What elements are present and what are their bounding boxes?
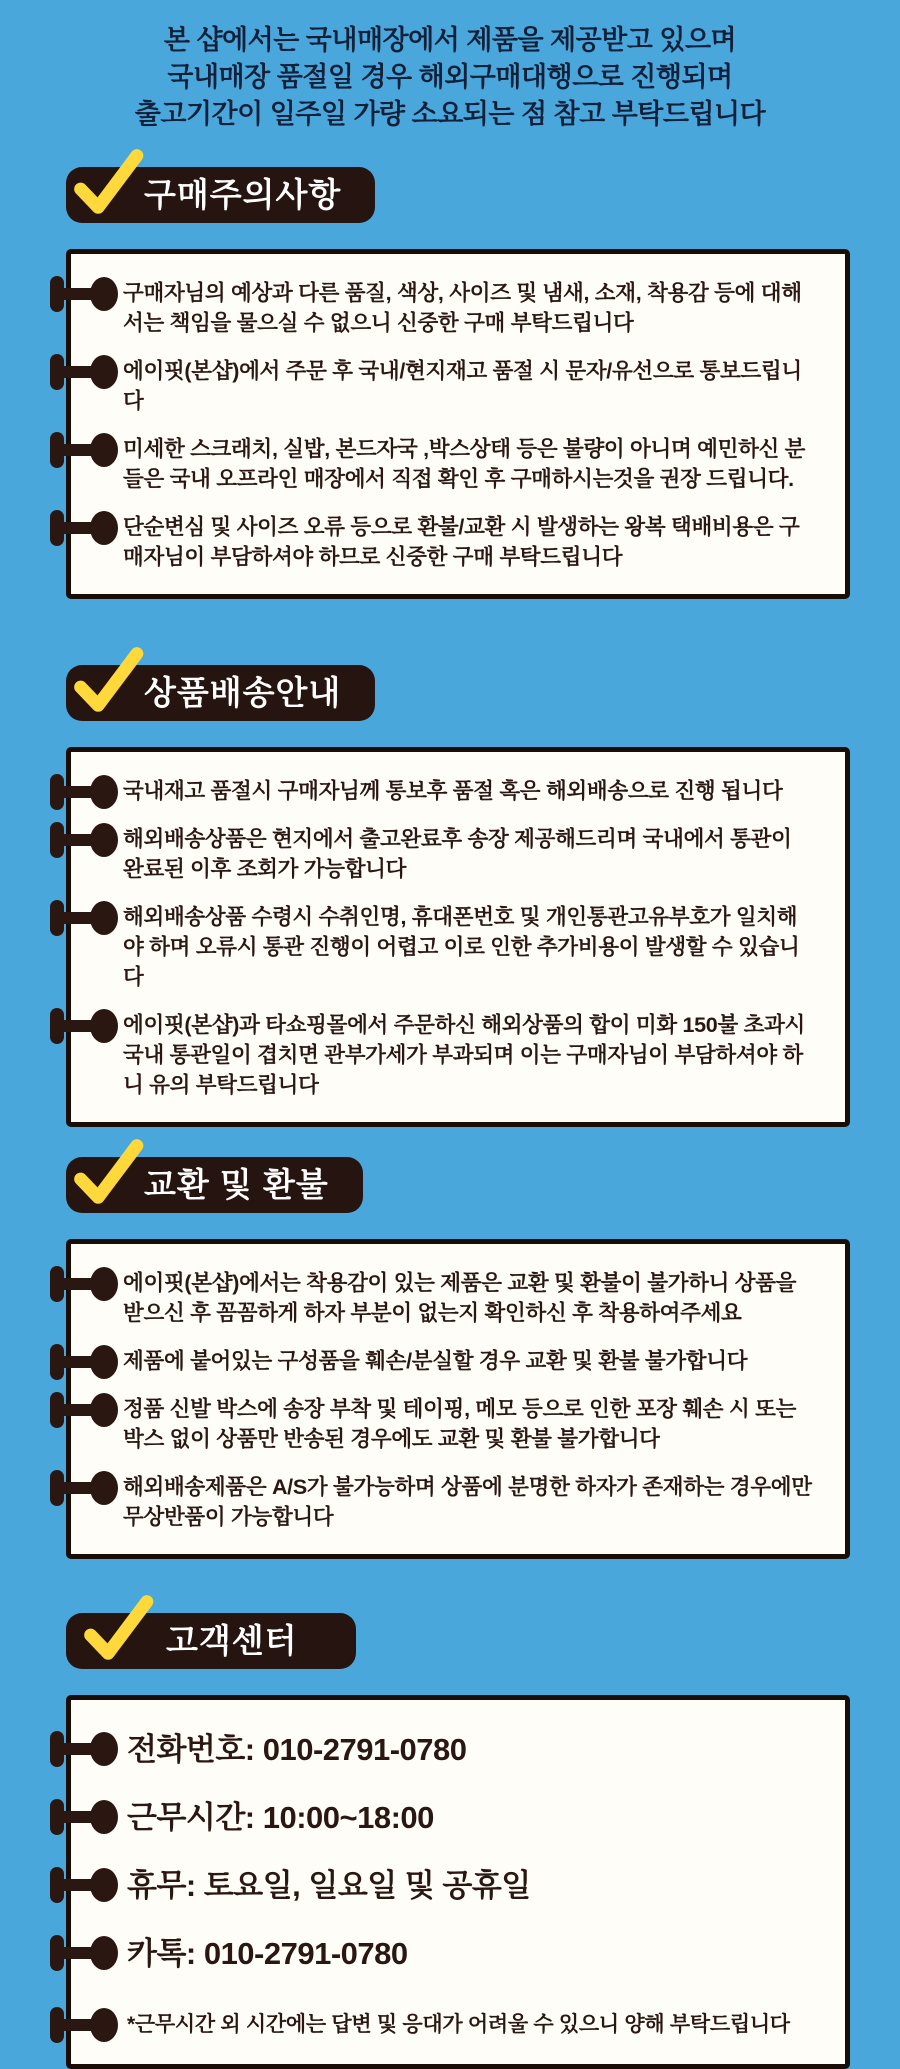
list-item bbox=[123, 434, 817, 494]
pin-icon bbox=[50, 1392, 118, 1428]
list-item bbox=[123, 1394, 817, 1454]
list-item bbox=[123, 1268, 817, 1328]
list-item-text: 제품에 붙어있는 구성품을 훼손/분실할 경우 교환 및 환불 불가합니다 bbox=[123, 1349, 748, 1373]
section-title: 교환 및 환불 bbox=[144, 1166, 329, 1203]
check-icon bbox=[80, 1591, 156, 1667]
contact-phone-text: 전화번호: 010-2791-0780 bbox=[127, 1732, 467, 1767]
list-item-text: 정품 신발 박스에 송장 부착 및 테이핑, 메모 등으로 인한 포장 훼손 시 또는 박스 없이 상품만 반송된 경우에도 교환 및 환불 불가합니다 bbox=[123, 1397, 797, 1451]
customer-center-box bbox=[66, 1695, 850, 2069]
pin-icon bbox=[50, 822, 118, 858]
top-notice-line-3: 출고기간이 일주일 가량 소요되는 점 참고 부탁드립니다 bbox=[134, 99, 766, 129]
section-title: 구매주의사항 bbox=[144, 176, 342, 213]
check-icon bbox=[70, 145, 146, 221]
list-item bbox=[123, 1346, 817, 1376]
section-header-shipping-info bbox=[66, 665, 900, 721]
list-item bbox=[123, 512, 817, 572]
check-icon bbox=[70, 643, 146, 719]
top-notice-line-1: 본 샵에서는 국내매장에서 제품을 제공받고 있으며 bbox=[163, 25, 737, 55]
pin-icon bbox=[50, 1008, 118, 1044]
shipping-info-box bbox=[66, 747, 850, 1127]
list-item-text: 해외배송상품은 현지에서 출고완료후 송장 제공해드리며 국내에서 통관이 완료된 이후 조회가 가능합니다 bbox=[123, 827, 792, 881]
contact-phone bbox=[127, 1728, 817, 1772]
list-item-text: 에이핏(본샵)과 타쇼핑몰에서 주문하신 해외상품의 합이 미화 150불 초과시 국내 통관일이 겹치면 관부가세가 부과되며 이는 구매자님이 부담하셔야 하니 유의 부탁드립니다 bbox=[123, 1013, 806, 1097]
list-item bbox=[123, 278, 817, 338]
pin-icon bbox=[50, 1867, 118, 1903]
section-header-exchange-refund bbox=[66, 1157, 900, 1213]
exchange-refund-box bbox=[66, 1239, 850, 1559]
pin-icon bbox=[50, 1799, 118, 1835]
purchase-precautions-box bbox=[66, 249, 850, 599]
contact-hours-text: 근무시간: 10:00~18:00 bbox=[127, 1800, 434, 1835]
list-item-text: 에이핏(본샵)에서는 착용감이 있는 제품은 교환 및 환불이 불가하니 상품을 받으신 후 꼼꼼하게 하자 부분이 없는지 확인하신 후 착용하여주세요 bbox=[123, 1271, 797, 1325]
pin-icon bbox=[50, 900, 118, 936]
list-item-text: 해외배송상품 수령시 수취인명, 휴대폰번호 및 개인통관고유부호가 일치해야 하며 오류시 통관 진행이 어렵고 이로 인한 추가비용이 발생할 수 있습니다 bbox=[123, 905, 800, 989]
list-item-text: 해외배송제품은 A/S가 불가능하며 상품에 분명한 하자가 존재하는 경우에만 무상반품이 가능합니다 bbox=[123, 1475, 812, 1529]
section-badge bbox=[66, 167, 375, 223]
list-item bbox=[123, 902, 817, 992]
list-item bbox=[123, 1472, 817, 1532]
section-badge bbox=[66, 1157, 363, 1213]
pin-icon bbox=[50, 1731, 118, 1767]
pin-icon bbox=[50, 276, 118, 312]
list-item-text: 에이핏(본샵)에서 주문 후 국내/현지재고 품절 시 문자/유선으로 통보드립니다 bbox=[123, 359, 802, 413]
section-badge bbox=[66, 665, 375, 721]
list-item bbox=[123, 824, 817, 884]
section-header-customer-center bbox=[66, 1613, 900, 1669]
contact-hours bbox=[127, 1796, 817, 1840]
top-notice-line-2: 국내매장 품절일 경우 해외구매대행으로 진행되며 bbox=[167, 62, 733, 92]
pin-icon bbox=[50, 510, 118, 546]
pin-icon bbox=[50, 1935, 118, 1971]
list-item bbox=[123, 776, 817, 806]
pin-icon bbox=[50, 354, 118, 390]
list-item-text: 구매자님의 예상과 다른 품질, 색상, 사이즈 및 냄새, 소재, 착용감 등에 대해서는 책임을 물으실 수 없으니 신중한 구매 부탁드립니다 bbox=[123, 281, 802, 335]
check-icon bbox=[70, 1135, 146, 1211]
list-item bbox=[123, 1010, 817, 1100]
pin-icon bbox=[50, 2007, 118, 2043]
contact-note-text: *근무시간 외 시간에는 답변 및 응대가 어려울 수 있으니 양해 부탁드립니다 bbox=[127, 2013, 790, 2036]
section-badge bbox=[66, 1613, 356, 1669]
pin-icon bbox=[50, 1266, 118, 1302]
contact-dayoff-text: 휴무: 토요일, 일요일 및 공휴일 bbox=[127, 1868, 531, 1903]
pin-icon bbox=[50, 432, 118, 468]
list-item-text: 미세한 스크래치, 실밥, 본드자국 ,박스상태 등은 불량이 아니며 예민하신 분들은 국내 오프라인 매장에서 직접 확인 후 구매하시는것을 권장 드립니다. bbox=[123, 437, 806, 491]
list-item bbox=[123, 356, 817, 416]
pin-icon bbox=[50, 1344, 118, 1380]
pin-icon bbox=[50, 1470, 118, 1506]
section-title: 상품배송안내 bbox=[144, 674, 342, 711]
list-item-text: 국내재고 품절시 구매자님께 통보후 품절 혹은 해외배송으로 진행 됩니다 bbox=[123, 779, 783, 803]
list-item-text: 단순변심 및 사이즈 오류 등으로 환불/교환 시 발생하는 왕복 택배비용은 구매자님이 부담하셔야 하므로 신중한 구매 부탁드립니다 bbox=[123, 515, 800, 569]
top-notice bbox=[0, 0, 900, 133]
pin-icon bbox=[50, 774, 118, 810]
contact-dayoff bbox=[127, 1864, 817, 1908]
contact-kakao-text: 카톡: 010-2791-0780 bbox=[127, 1936, 408, 1971]
section-header-purchase-precautions bbox=[66, 167, 900, 223]
section-title: 고객센터 bbox=[166, 1622, 298, 1659]
contact-note bbox=[127, 2010, 817, 2040]
contact-kakao bbox=[127, 1932, 817, 1976]
